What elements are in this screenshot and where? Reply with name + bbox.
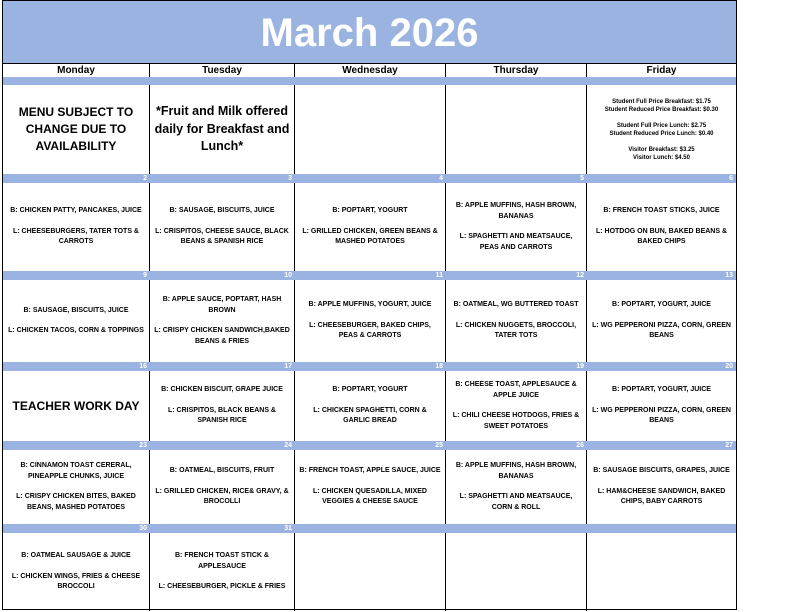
page-title: March 2026	[3, 1, 736, 64]
breakfast-menu: B: APPLE SAUCE, POPTART, HASH BROWN	[162, 296, 282, 314]
header-thursday: Thursday	[446, 63, 587, 77]
date-number: 12	[576, 272, 584, 279]
lunch-menu: L: CHICKEN SPAGHETTI, CORN & GARLIC BREAD	[313, 406, 427, 425]
day-cell-tuesday	[150, 280, 295, 362]
day-cell-wednesday	[295, 280, 446, 362]
price-student-full-breakfast: Student Full Price Breakfast: $1.75	[612, 98, 711, 105]
date-number: 26	[576, 442, 584, 449]
date-number: 9	[143, 272, 147, 279]
price-visitor-breakfast: Visitor Breakfast: $3.25	[628, 146, 695, 153]
date-number: 13	[725, 272, 733, 279]
breakfast-menu: B: CHICKEN BISCUIT, GRAPE JUICE	[161, 386, 283, 394]
lunch-menu: L: CRISPY CHICKEN BITES, BAKED BEANS, MASHED POTATOES	[16, 493, 136, 511]
date-number: 31	[284, 525, 292, 532]
day-cell-friday	[587, 533, 736, 611]
lunch-menu: L: GRILLED CHICKEN, RICE& GRAVY, & BROCOLLI	[155, 487, 289, 506]
lunch-menu: L: CHICKEN QUESADILLA, MIXED VEGGIES & CHEESE SAUCE	[313, 487, 427, 506]
lunch-menu: L: CHICKEN WINGS, FRIES & CHEESE BROCCOLI	[11, 572, 141, 591]
date-number: 3	[288, 175, 292, 182]
lunch-menu: L: CHILI CHEESE HOTDOGS, FRIES & SWEET POTATOES	[452, 412, 580, 430]
breakfast-menu: B: POPTART, YOGURT	[332, 207, 408, 215]
date-number: 24	[284, 442, 292, 449]
day-cell-thursday	[446, 183, 587, 271]
day-cell-tuesday	[150, 450, 295, 524]
day-cell-tuesday	[150, 371, 295, 441]
header-wednesday: Wednesday	[295, 63, 446, 77]
breakfast-menu: B: FRENCH TOAST STICKS, JUICE	[603, 207, 720, 215]
lunch-menu: L: CRISPITOS, CHEESE SAUCE, BLACK BEANS & SPANISH RICE	[155, 227, 289, 246]
day-cell-wednesday	[295, 450, 446, 524]
date-number: 2	[143, 175, 147, 182]
date-number: 10	[284, 272, 292, 279]
lunch-menu: L: SPAGHETTI AND MEATSAUCE, PEAS AND CARROTS	[459, 233, 573, 251]
day-cell-friday	[587, 280, 736, 362]
breakfast-menu: B: OATMEAL, WG BUTTERED TOAST	[453, 301, 579, 309]
thursday-intro-empty	[446, 85, 587, 174]
breakfast-menu: B: APPLE MUFFINS, HASH BROWN, BANANAS	[455, 462, 577, 480]
breakfast-menu: B: FRENCH TOAST STICK & APPLESAUCE	[175, 552, 269, 570]
date-number: 25	[435, 442, 443, 449]
price-list	[587, 85, 736, 174]
breakfast-menu: B: POPTART, YOGURT	[332, 386, 408, 394]
price-student-reduced-lunch: Student Reduced Price Lunch: $0.40	[609, 130, 714, 137]
date-number: 5	[580, 175, 584, 182]
day-cell-monday	[3, 183, 150, 271]
price-student-reduced-breakfast: Student Reduced Price Breakfast: $0.30	[604, 106, 719, 113]
calendar	[2, 0, 737, 610]
price-visitor-lunch: Visitor Lunch: $4.50	[633, 154, 690, 161]
header-tuesday: Tuesday	[150, 63, 295, 77]
breakfast-menu: B: POPTART, YOGURT, JUICE	[612, 386, 711, 394]
date-number: 30	[139, 525, 147, 532]
day-cell-monday	[3, 450, 150, 524]
breakfast-menu: B: CINNAMON TOAST CERERAL, PINEAPPLE CHUNKS, JUICE	[20, 462, 132, 480]
breakfast-menu: B: SAUSAGE BISCUITS, GRAPES, JUICE	[593, 467, 730, 475]
breakfast-menu: B: FRENCH TOAST, APPLE SAUCE, JUICE	[299, 467, 441, 475]
day-cell-tuesday	[150, 533, 295, 611]
day-cell-tuesday	[150, 183, 295, 271]
date-number: 16	[139, 363, 147, 370]
date-number: 6	[729, 175, 733, 182]
lunch-menu: L: WG PEPPERONI PIZZA, CORN, GREEN BEANS	[592, 406, 731, 425]
breakfast-menu: B: CHEESE TOAST, APPLESAUCE & APPLE JUICE	[455, 381, 577, 399]
lunch-menu: L: SPAGHETTI AND MEATSAUCE, CORN & ROLL	[459, 493, 573, 511]
breakfast-menu: B: OATMEAL SAUSAGE & JUICE	[21, 552, 131, 560]
lunch-menu: L: CRISPY CHICKEN SANDWICH,BAKED BEANS & FRIES	[154, 327, 290, 345]
breakfast-menu: B: CHICKEN PATTY, PANCAKES, JUICE	[10, 207, 142, 215]
day-cell-monday	[3, 533, 150, 611]
lunch-menu: L: CRISPITOS, BLACK BEANS & SPANISH RICE	[168, 406, 276, 425]
lunch-menu: L: CHEESEBURGER, BAKED CHIPS, PEAS & CARROTS	[309, 321, 431, 340]
breakfast-menu: B: POPTART, YOGURT, JUICE	[612, 301, 711, 309]
date-number: 27	[725, 442, 733, 449]
day-cell-wednesday	[295, 371, 446, 441]
date-number: 23	[139, 442, 147, 449]
breakfast-menu: B: SAUSAGE, BISCUITS, JUICE	[169, 207, 275, 215]
lunch-menu: L: CHICKEN TACOS, CORN & TOPPINGS	[8, 327, 144, 334]
special-day-label: TEACHER WORK DAY	[12, 398, 140, 413]
date-number: 18	[435, 363, 443, 370]
monday-note: MENU SUBJECT TO CHANGE DUE TO AVAILABILITY	[3, 85, 150, 174]
header-friday: Friday	[646, 65, 677, 76]
header-monday: Monday	[3, 63, 150, 77]
lunch-menu: L: CHEESEBURGER, PICKLE & FRIES	[158, 583, 286, 591]
day-cell-wednesday	[295, 533, 446, 611]
date-number: 11	[435, 272, 443, 279]
day-cell-thursday	[446, 533, 587, 611]
wednesday-intro-empty	[295, 85, 446, 174]
day-cell-wednesday	[295, 183, 446, 271]
lunch-menu: L: HOTDOG ON BUN, BAKED BEANS & BAKED CHIPS	[595, 227, 728, 246]
tuesday-note: *Fruit and Milk offered daily for Breakfast and Lunch*	[150, 85, 295, 174]
date-number: 17	[284, 363, 292, 370]
price-student-full-lunch: Student Full Price Lunch: $2.75	[616, 122, 707, 129]
lunch-menu: L: HAM&CHEESE SANDWICH, BAKED CHIPS, BABY CARROTS	[597, 487, 726, 506]
day-cell-friday	[587, 371, 736, 441]
day-cell-thursday	[446, 450, 587, 524]
breakfast-menu: B: OATMEAL, BISCUITS, FRUIT	[169, 467, 275, 475]
day-cell-monday	[3, 371, 150, 441]
day-cell-thursday	[446, 371, 587, 441]
day-cell-monday	[3, 280, 150, 362]
date-number: 20	[725, 363, 733, 370]
lunch-menu: L: GRILLED CHICKEN, GREEN BEANS & MASHED POTATOES	[302, 227, 438, 246]
lunch-menu: L: CHEESEBURGERS, TATER TOTS & CARROTS	[12, 227, 139, 246]
breakfast-menu: B: SAUSAGE, BISCUITS, JUICE	[23, 306, 129, 314]
lunch-menu: L: WG PEPPERONI PIZZA, CORN, GREEN BEANS	[592, 321, 731, 340]
day-cell-friday	[587, 183, 736, 271]
lunch-menu: L: CHICKEN NUGGETS, BROCCOLI, TATER TOTS	[455, 321, 577, 340]
intro-band	[3, 77, 736, 85]
day-cell-thursday	[446, 280, 587, 362]
breakfast-menu: B: APPLE MUFFINS, HASH BROWN, BANANAS	[455, 202, 577, 220]
day-cell-friday	[587, 450, 736, 524]
date-number: 19	[576, 363, 584, 370]
date-number: 4	[439, 175, 443, 182]
breakfast-menu: B: APPLE MUFFINS, YOGURT, JUICE	[308, 301, 432, 309]
